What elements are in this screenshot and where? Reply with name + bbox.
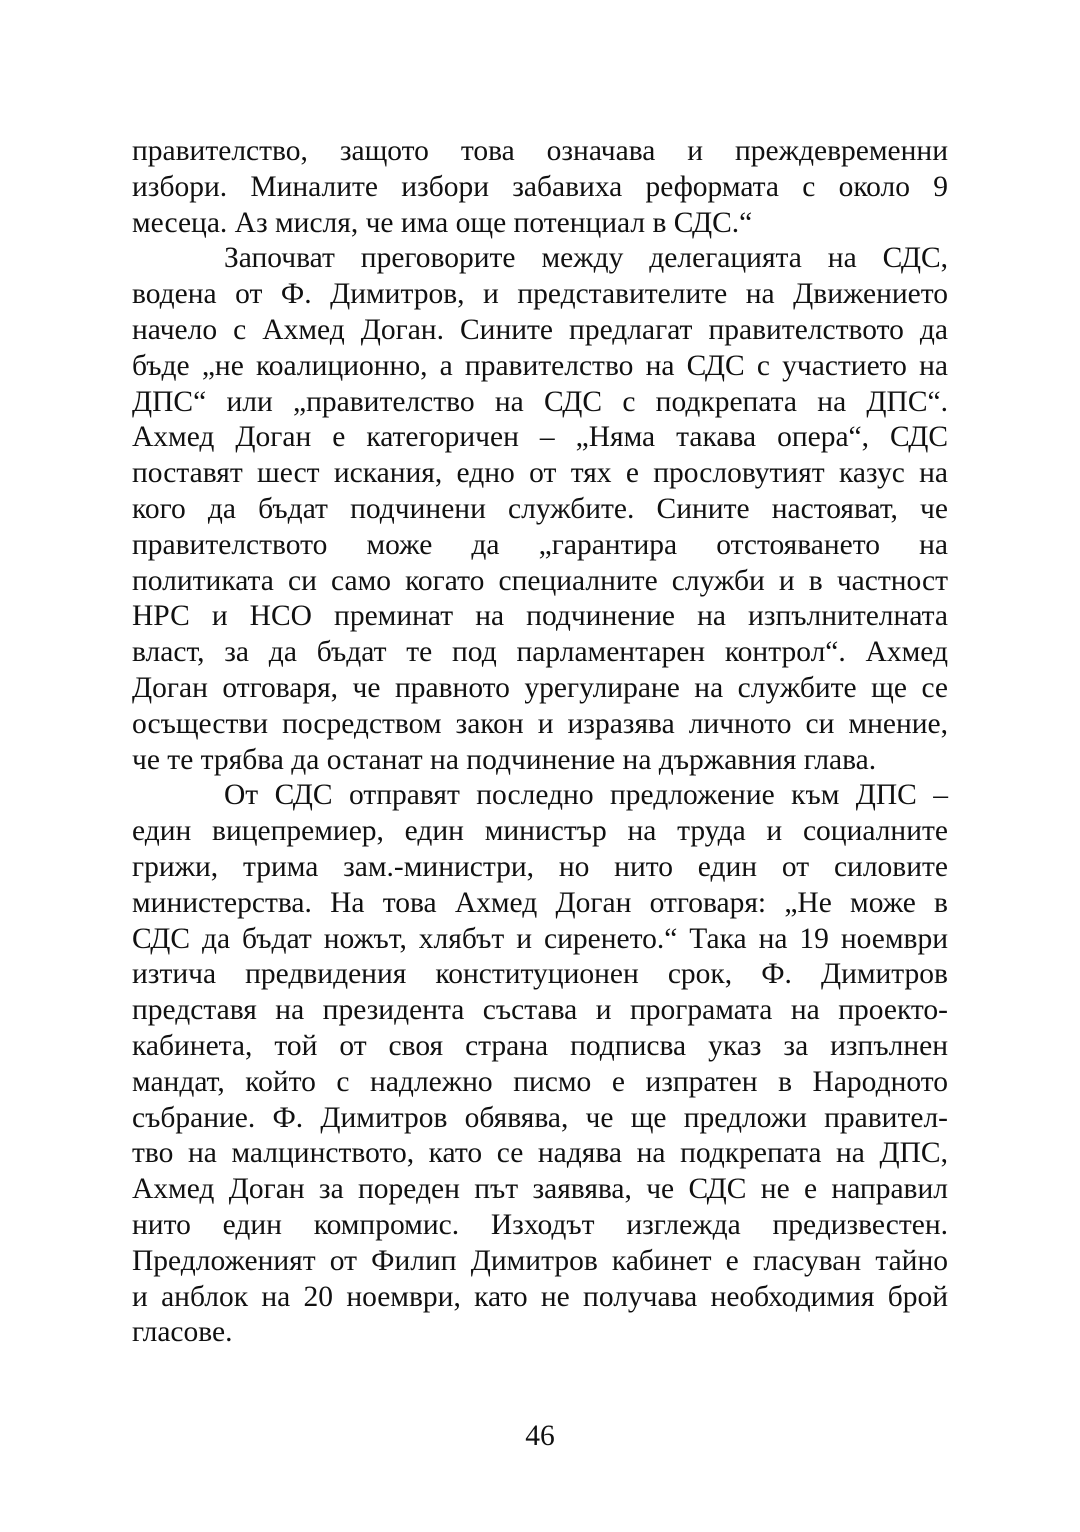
text-line: изтича предвидения конституционен срок, Ф. Димитров [132,958,948,991]
text-line: че те трябва да останат на подчинение на държавния глава. [132,743,877,776]
text-line: представя на президента състава и програмата на проекто- [132,994,948,1027]
paragraph [132,134,948,241]
text-line: правителството може да „гарантира отстояването на [132,528,948,561]
text-line: ДПС“ или „правителство на СДС с подкрепата на ДПС“. [132,385,948,418]
text-line: кого да бъдат подчинени службите. Сините настояват, че [132,492,948,525]
text-line: правителство, защото това означава и преждевременни [132,135,948,167]
text-line: събрание. Ф. Димитров обявява, че ще предложи правител- [132,1101,948,1134]
page-number: 46 [525,1420,555,1452]
text-line: НРС и НСО преминат на подчинение на изпълнителната [132,600,948,633]
text-line: СДС да бъдат ножът, хлябът и сиренето.“ Така на 19 ноември [132,922,948,955]
text-line: Започват преговорите между делегацията на СДС, [224,242,948,275]
text-line: Предложеният от Филип Димитров кабинет е гласуван тайно [132,1244,948,1277]
text-line: тво на малцинството, като се надява на подкрепата на ДПС, [132,1137,948,1170]
text-line: един вицепремиер, един министър на труда и социалните [132,815,948,848]
paragraph [132,241,948,778]
text-line: кабинета, той от своя страна подписва указ за изпълнен [132,1029,948,1062]
text-line: и анблок на 20 ноември, като не получава необходимия брой [132,1280,948,1313]
text-line: политиката си само когато специалните служби и в частност [132,564,948,597]
text-line: гласове. [132,1316,233,1349]
text-line: Ахмед Доган е категоричен – „Няма такава опера“, СДС [132,421,948,454]
text-line: От СДС отправят последно предложение към ДПС – [224,779,948,812]
text-line: водена от Ф. Димитров, и представителите на Движението [132,278,948,311]
text-line: власт, за да бъдат те под парламентарен контрол“. Ахмед [132,636,948,669]
text-line: избори. Миналите избори забавиха реформата с около 9 [132,170,948,203]
text-line: поставят шест искания, едно от тях е прословутият казус на [132,457,948,490]
body-text [132,134,948,1351]
text-line: месеца. Аз мисля, че има още потенциал в СДС.“ [132,206,753,239]
paragraph [132,778,948,1351]
text-line: министерства. На това Ахмед Доган отговаря: „Не може в [132,886,948,919]
text-line: нито един компромис. Изходът изглежда предизвестен. [132,1208,948,1241]
text-line: Ахмед Доган за пореден път заявява, че СДС не е направил [132,1173,948,1206]
text-line: грижи, трима зам.-министри, но нито един от силовите [132,850,948,883]
text-line: мандат, който с надлежно писмо е изпратен в Народното [132,1065,948,1098]
text-line: бъде „не коалиционно, а правителство на СДС с участието на [132,349,948,382]
text-line: начело с Ахмед Доган. Сините предлагат правителството да [132,313,948,346]
text-line: осъществи посредством закон и изразява личното си мнение, [132,707,948,740]
text-line: Доган отговаря, че правното урегулиране на службите ще се [132,671,948,704]
